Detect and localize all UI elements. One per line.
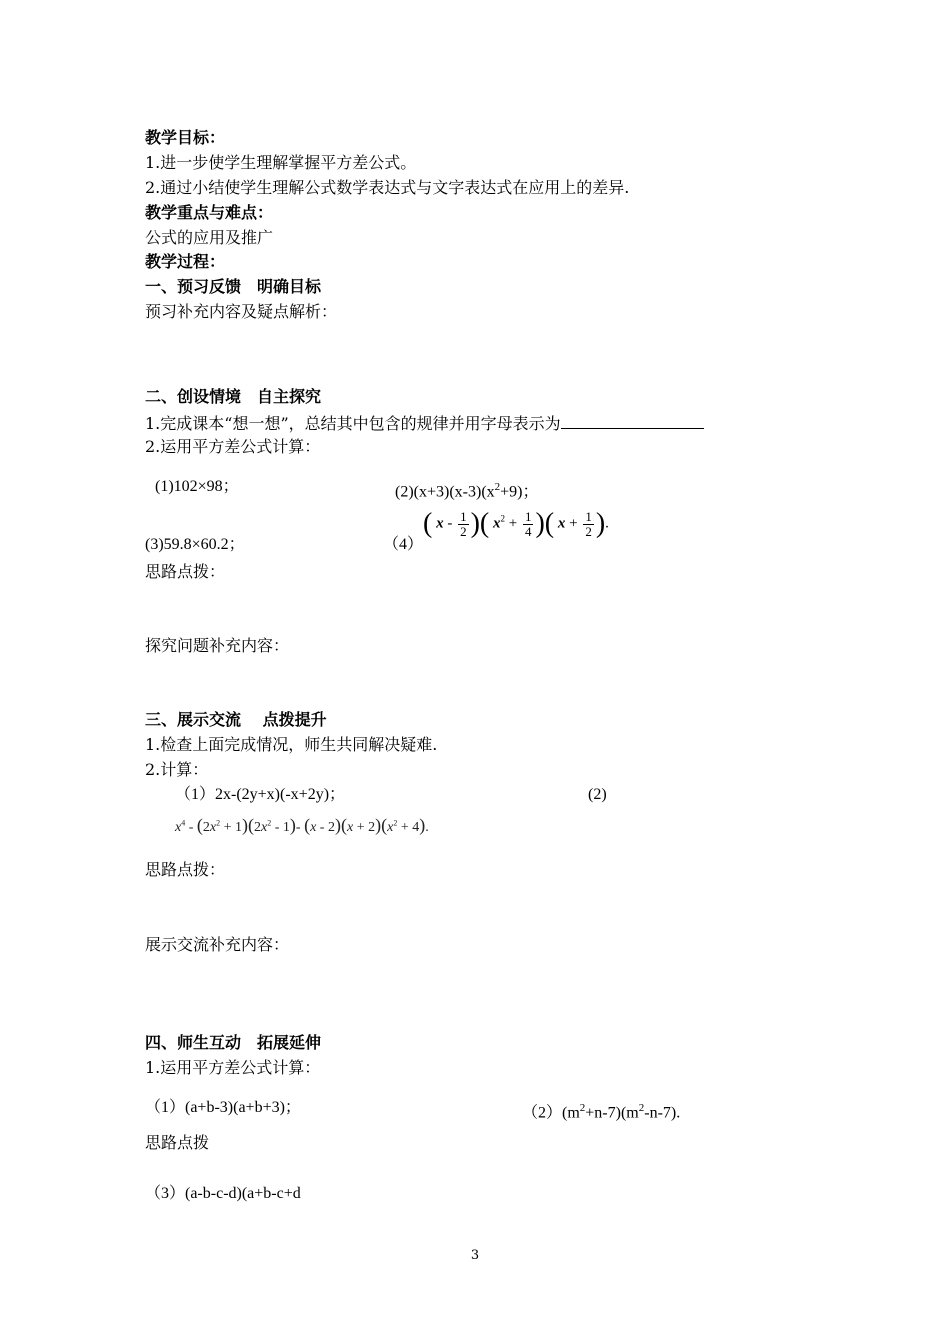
objective-item-1: 1.进一步使学生理解掌握平方差公式。: [145, 153, 417, 172]
problem-4-3: （3）(a-b-c-d)(a+b-c+d: [145, 1185, 301, 1202]
key-points-heading: 教学重点与难点：: [145, 203, 274, 222]
problem-2-1: (1)102×98；: [155, 478, 239, 495]
section2-item-1-text: 1.完成课本“想一想”，总结其中包含的规律并用字母表示为: [145, 414, 561, 433]
section4-hint: 思路点拨: [145, 1133, 210, 1152]
problem-2-2-suffix: +9)；: [500, 483, 539, 501]
section1-heading: 一、预习反馈 明确目标: [145, 277, 322, 296]
section3-hint: 思路点拨：: [145, 860, 226, 879]
formula-3-2: $x^4 - (2x^2 + 1)(2x^2 - 1)-$ $(x - 2)(x + 2)(x^2 + 4)$.: [175, 815, 429, 835]
section4-item-1: 1.运用平方差公式计算：: [145, 1058, 321, 1077]
page-number: 3: [470, 1248, 480, 1263]
problem-3-2-label: (2): [588, 786, 607, 803]
problem-2-3: (3)59.8×60.2；: [145, 536, 245, 553]
section3-item-2: 2.计算：: [145, 760, 209, 779]
key-points-text: 公式的应用及推广: [145, 228, 274, 247]
problem-4-2-mid: +n-7)(m: [585, 1104, 639, 1122]
section3-heading: 三、展示交流 点拨提升: [145, 710, 327, 729]
problem-3-1: （1）2x-(2y+x)(-x+2y)；: [175, 786, 346, 803]
problem-4-2: [522, 1096, 680, 1125]
section2-extra: 探究问题补充内容：: [145, 636, 290, 655]
problem-4-1: （1）(a+b-3)(a+b+3)；: [145, 1099, 301, 1116]
section2-item-2: 2.运用平方差公式计算：: [145, 437, 321, 456]
section3-item-1: 1.检查上面完成情况，师生共同解决疑难.: [145, 735, 438, 754]
answer-blank: [561, 410, 704, 429]
section4-heading: 四、师生互动 拓展延伸: [145, 1033, 322, 1052]
objectives-heading: 教学目标：: [145, 128, 226, 147]
section3-extra: 展示交流补充内容：: [145, 935, 290, 954]
objective-item-2: 2.通过小结使学生理解公式数学表达式与文字表达式在应用上的差异.: [145, 178, 630, 197]
problem-4-2-suffix: -n-7).: [644, 1104, 681, 1122]
problem-2-2-exp: 2: [494, 481, 501, 493]
formula-2-4: ( x - $\frac{1}{2}$ )( $x^2$ + $\frac{1}{4}$ )( x + $\frac{1}{2}$ ).: [423, 508, 609, 539]
problem-2-2-prefix: (2)(x+3)(x-3)(x: [395, 483, 495, 501]
section2-heading: 二、创设情境 自主探究: [145, 387, 322, 406]
section2-hint: 思路点拨：: [145, 562, 226, 581]
problem-4-2-prefix: （2）(m: [522, 1104, 580, 1122]
process-heading: 教学过程：: [145, 252, 226, 271]
problem-4-2-exp2: 2: [638, 1102, 645, 1114]
problem-2-4-label: （4）: [383, 536, 424, 553]
section2-item-1: [145, 410, 704, 436]
problem-4-2-exp1: 2: [579, 1102, 586, 1114]
problem-2-2: [395, 475, 539, 504]
section1-text: 预习补充内容及疑点解析：: [145, 302, 338, 321]
